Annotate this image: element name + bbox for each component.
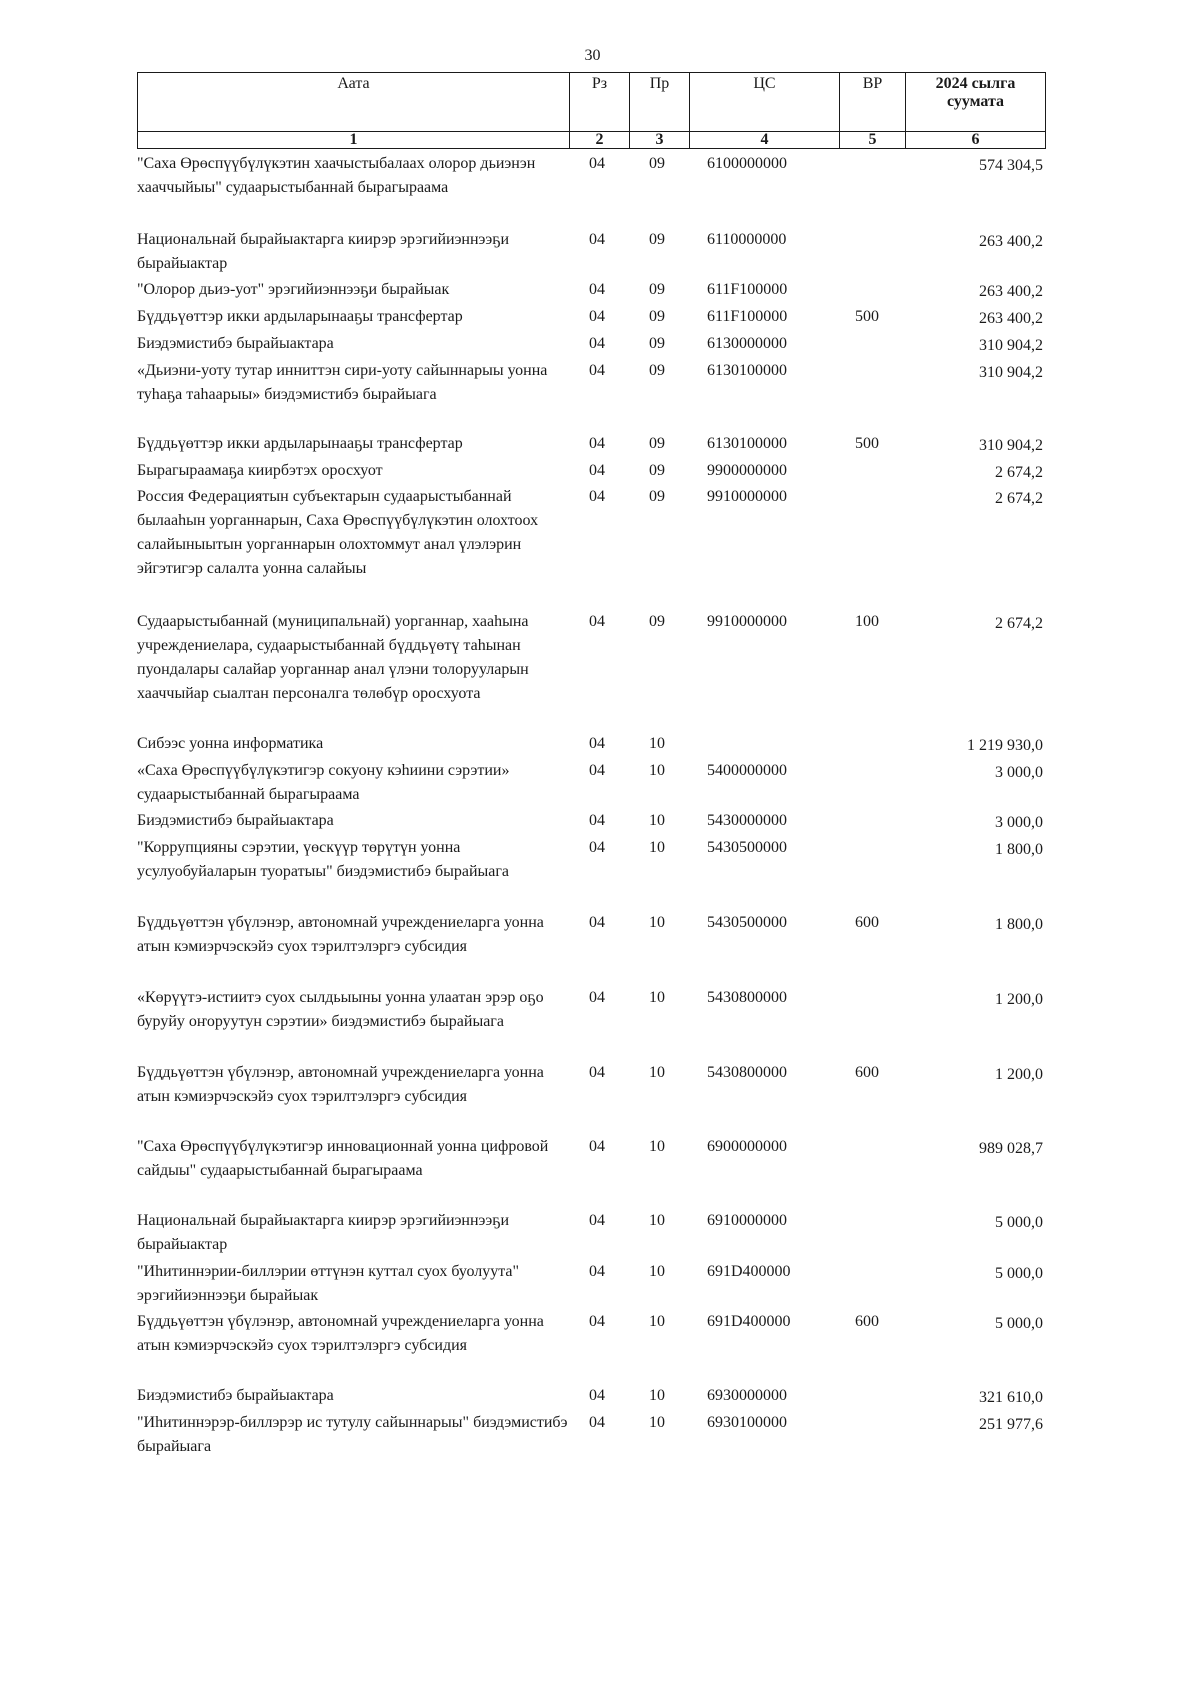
row-cs: 6130100000 [707, 435, 787, 452]
row-rz: 04 [589, 155, 605, 172]
row-rz: 04 [589, 762, 605, 779]
row-vr: 600 [855, 1064, 879, 1081]
row-name: «Дьиэни-уоту тутар инниттэн сири-уоту сайыннарыы уонна туһаҕа таһаарыы» биэдэмистибэ бырайыага [137, 362, 548, 403]
row-amount: 3 000,0 [995, 764, 1043, 781]
row-pr: 10 [649, 989, 665, 1006]
row-pr: 09 [649, 281, 665, 298]
row-cs: 6100000000 [707, 155, 787, 172]
row-pr: 10 [649, 1414, 665, 1431]
row-pr: 10 [649, 914, 665, 931]
row-amount: 1 800,0 [995, 841, 1043, 858]
row-rz: 04 [589, 1138, 605, 1155]
row-amount: 5 000,0 [995, 1265, 1043, 1282]
row-rz: 04 [589, 231, 605, 248]
row-rz: 04 [589, 914, 605, 931]
page-number: 30 [584, 47, 601, 64]
row-pr: 09 [649, 308, 665, 325]
column-number: 6 [906, 132, 1046, 149]
row-amount: 321 610,0 [979, 1389, 1043, 1406]
row-name: "Саха Өрөспүүбүлүкэтигэр инновационнай уонна цифровой сайдыы" судаарыстыбаннай бырагыраама [137, 1138, 549, 1179]
row-vr: 100 [855, 613, 879, 630]
row-name: Биэдэмистибэ бырайыактара [137, 1387, 334, 1404]
row-pr: 09 [649, 155, 665, 172]
row-pr: 10 [649, 1212, 665, 1229]
row-rz: 04 [589, 1414, 605, 1431]
row-pr: 10 [649, 839, 665, 856]
row-cs: 691D400000 [707, 1313, 791, 1330]
row-name: Бүддьүөттэн үбүлэнэр, автономнай учреждениеларга уонна атын кэмиэрчэскэйэ суох тэрилтэлэргэ субсидия [137, 1064, 544, 1105]
row-name: "Коррупцияны сэрэтии, үөскүүр төрүтүн уонна усулуобуйаларын туоратыы" биэдэмистибэ бырайыага [137, 839, 510, 880]
row-rz: 04 [589, 435, 605, 452]
row-pr: 09 [649, 231, 665, 248]
row-amount: 1 200,0 [995, 1066, 1043, 1083]
row-name: Бырагыраамаҕа киирбэтэх оросхуот [137, 462, 383, 479]
row-amount: 263 400,2 [979, 283, 1043, 300]
row-vr: 500 [855, 435, 879, 452]
row-amount: 2 674,2 [995, 464, 1043, 481]
row-cs: 6130000000 [707, 335, 787, 352]
row-name: Биэдэмистибэ бырайыактара [137, 812, 334, 829]
row-rz: 04 [589, 989, 605, 1006]
row-pr: 09 [649, 362, 665, 379]
row-name: Бүддьүөттэн үбүлэнэр, автономнай учреждениеларга уонна атын кэмиэрчэскэйэ суох тэрилтэлэргэ субсидия [137, 914, 544, 955]
column-number: 1 [138, 132, 570, 149]
row-pr: 10 [649, 1263, 665, 1280]
column-number: 4 [690, 132, 840, 149]
row-amount: 263 400,2 [979, 310, 1043, 327]
row-amount: 310 904,2 [979, 437, 1043, 454]
row-rz: 04 [589, 362, 605, 379]
row-rz: 04 [589, 308, 605, 325]
row-name: "Иһитиннэрии-биллэрии өттүнэн куттал суох буолуута" эрэгийиэннээҕи бырайыак [137, 1263, 520, 1304]
row-cs: 9900000000 [707, 462, 787, 479]
row-amount: 310 904,2 [979, 364, 1043, 381]
row-rz: 04 [589, 1064, 605, 1081]
row-cs: 5430500000 [707, 914, 787, 931]
row-pr: 09 [649, 488, 665, 505]
row-rz: 04 [589, 839, 605, 856]
row-amount: 574 304,5 [979, 157, 1043, 174]
row-cs: 691D400000 [707, 1263, 791, 1280]
row-cs: 6130100000 [707, 362, 787, 379]
row-name: Национальнай бырайыактарга киирэр эрэгийиэннээҕи бырайыактар [137, 1212, 510, 1253]
row-amount: 5 000,0 [995, 1315, 1043, 1332]
row-pr: 09 [649, 462, 665, 479]
row-vr: 500 [855, 308, 879, 325]
column-number: 5 [840, 132, 906, 149]
row-pr: 10 [649, 1064, 665, 1081]
row-pr: 10 [649, 1387, 665, 1404]
row-amount: 251 977,6 [979, 1416, 1043, 1433]
row-name: Судаарыстыбаннай (муниципальнай) уорганнар, хааһына учреждениелара, судаарыстыбаннай бүддьүөтү таһынан пуондалары салайар уорганнар анал үлэни толорууларын хааччыйар сыалтан персоналга төлөбүр оросхуота [137, 613, 529, 702]
row-cs: 9910000000 [707, 613, 787, 630]
row-rz: 04 [589, 462, 605, 479]
row-cs: 5430800000 [707, 989, 787, 1006]
row-rz: 04 [589, 735, 605, 752]
row-name: Сибээс уонна информатика [137, 735, 324, 752]
row-amount: 1 800,0 [995, 916, 1043, 933]
row-amount: 263 400,2 [979, 233, 1043, 250]
row-name: Национальнай бырайыактарга киирэр эрэгийиэннээҕи бырайыактар [137, 231, 510, 272]
row-rz: 04 [589, 812, 605, 829]
column-number: 3 [630, 132, 690, 149]
row-pr: 09 [649, 335, 665, 352]
row-name: "Саха Өрөспүүбүлүкэтин хаачыстыбалаах олорор дьиэнэн хааччыйыы" судаарыстыбаннай бырагыраама [137, 155, 536, 196]
row-rz: 04 [589, 613, 605, 630]
row-cs: 5430800000 [707, 1064, 787, 1081]
row-amount: 1 219 930,0 [967, 737, 1043, 754]
row-rz: 04 [589, 1212, 605, 1229]
row-cs: 611F100000 [707, 308, 788, 325]
row-name: Бүддьүөттэр икки ардыларынааҕы трансфертар [137, 435, 463, 452]
row-pr: 09 [649, 435, 665, 452]
row-cs: 6110000000 [707, 231, 787, 248]
row-amount: 2 674,2 [995, 490, 1043, 507]
row-cs: 5430000000 [707, 812, 787, 829]
row-amount: 310 904,2 [979, 337, 1043, 354]
row-name: Биэдэмистибэ бырайыактара [137, 335, 334, 352]
row-cs: 6910000000 [707, 1212, 787, 1229]
row-rz: 04 [589, 488, 605, 505]
row-amount: 2 674,2 [995, 615, 1043, 632]
row-amount: 989 028,7 [979, 1140, 1043, 1157]
row-amount: 1 200,0 [995, 991, 1043, 1008]
row-cs: 5430500000 [707, 839, 787, 856]
row-name: Россия Федерациятын субъектарын судаарыстыбаннай былааһын уорганнарын, Саха Өрөспүүбүлүкэтин олохтоох салайыныытын уорганнарын олохтоммут анал үлэлэрин эйгэтигэр салалта уонна салайыы [137, 488, 539, 577]
row-pr: 10 [649, 735, 665, 752]
row-cs: 6930100000 [707, 1414, 787, 1431]
table-header [137, 72, 1046, 149]
row-cs: 6900000000 [707, 1138, 787, 1155]
row-cs: 5400000000 [707, 762, 787, 779]
row-cs: 611F100000 [707, 281, 788, 298]
row-name: "Иһитиннэрэр-биллэрэр ис тутулу сайыннарыы" биэдэмистибэ бырайыага [137, 1414, 568, 1455]
row-cs: 6930000000 [707, 1387, 787, 1404]
row-amount: 3 000,0 [995, 814, 1043, 831]
row-rz: 04 [589, 1263, 605, 1280]
row-vr: 600 [855, 1313, 879, 1330]
row-pr: 10 [649, 812, 665, 829]
row-name: Бүддьүөттэн үбүлэнэр, автономнай учреждениеларга уонна атын кэмиэрчэскэйэ суох тэрилтэлэргэ субсидия [137, 1313, 544, 1354]
row-pr: 10 [649, 1138, 665, 1155]
header-vr: ВР [840, 73, 906, 132]
row-name: «Саха Өрөспүүбүлүкэтигэр сокуону кэһиини сэрэтии» судаарыстыбаннай бырагыраама [137, 762, 510, 803]
row-name: Бүддьүөттэр икки ардыларынааҕы трансфертар [137, 308, 463, 325]
header-rz: Рз [570, 73, 630, 132]
row-vr: 600 [855, 914, 879, 931]
row-rz: 04 [589, 335, 605, 352]
row-cs: 9910000000 [707, 488, 787, 505]
row-pr: 09 [649, 613, 665, 630]
row-pr: 10 [649, 1313, 665, 1330]
row-rz: 04 [589, 281, 605, 298]
header-name: Аата [138, 73, 570, 132]
row-pr: 10 [649, 762, 665, 779]
header-cs: ЦС [690, 73, 840, 132]
row-name: "Олорор дьиэ-уот" эрэгийиэннээҕи бырайыак [137, 281, 450, 298]
row-name: «Көрүүтэ-истиитэ суох сылдьыыны уонна улаатан эрэр оҕо буруйу оҥоруутун сэрэтии» биэдэмистибэ бырайыага [137, 989, 544, 1030]
column-number: 2 [570, 132, 630, 149]
header-amount: 2024 сылга суумата [906, 73, 1046, 132]
header-pr: Пр [630, 73, 690, 132]
row-rz: 04 [589, 1387, 605, 1404]
row-rz: 04 [589, 1313, 605, 1330]
row-amount: 5 000,0 [995, 1214, 1043, 1231]
